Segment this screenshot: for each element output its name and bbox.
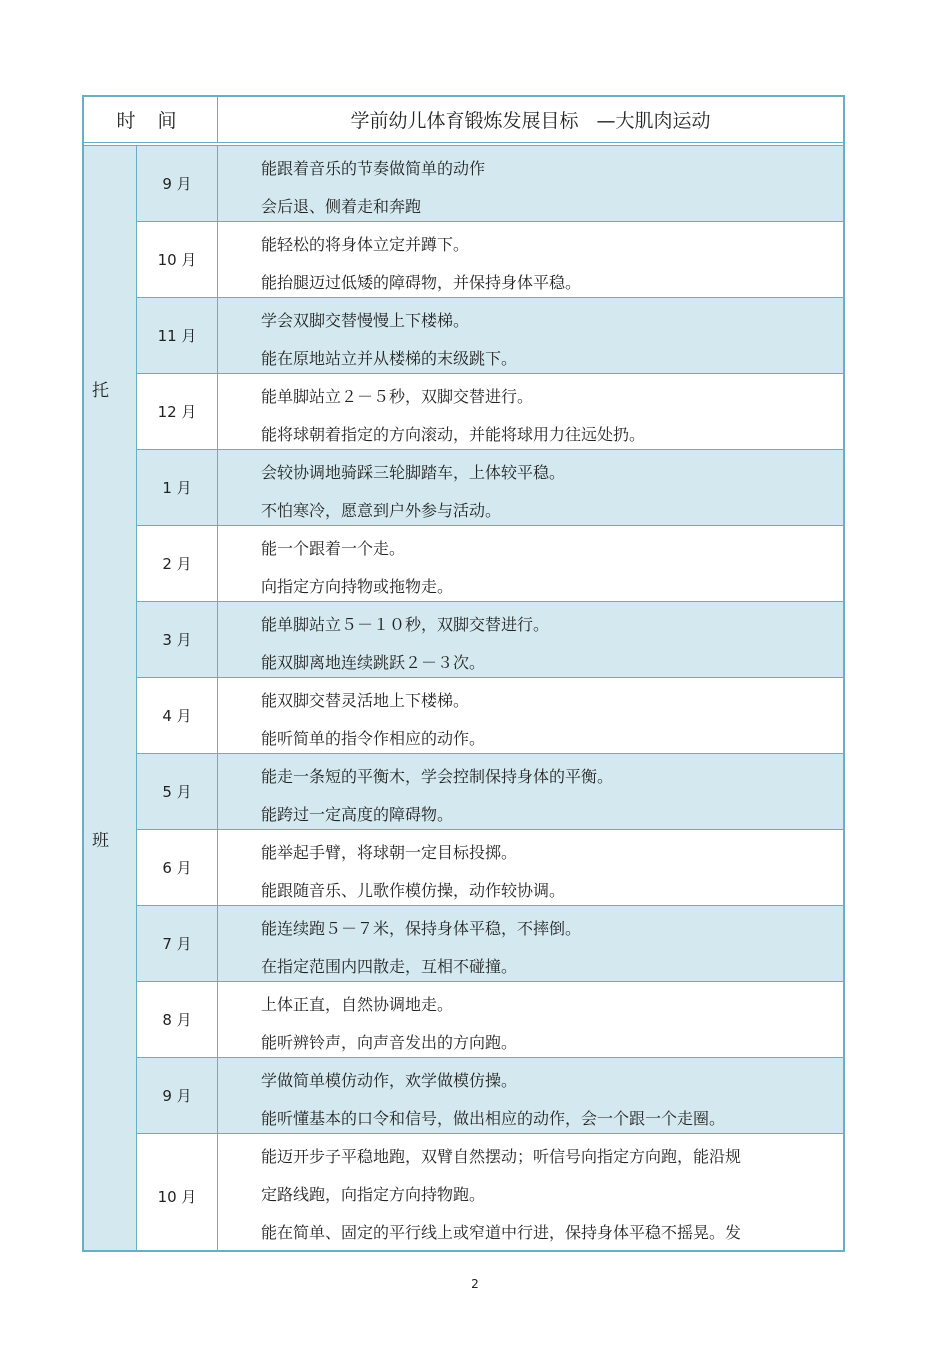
month-cell: 9 月 [137, 1058, 218, 1133]
header-title-cell: 学前幼儿体育锻炼发展目标 —大肌肉运动 [350, 110, 711, 132]
header-time-cell: 时 间 [84, 97, 218, 142]
goal-line: 能听简单的指令作相应的动作。 [261, 729, 486, 748]
month-cell: 10 月 [137, 222, 218, 297]
goals-table [82, 95, 845, 1252]
month-cell: 10 月 [137, 1134, 218, 1252]
table-row [137, 298, 843, 374]
month-cell: 12 月 [137, 374, 218, 449]
goal-line: 能听懂基本的口令和信号，做出相应的动作，会一个跟一个走圈。 [261, 1109, 726, 1128]
goal-line: 能连续跑５－７米，保持身体平稳，不摔倒。 [261, 919, 582, 938]
month-cell: 8 月 [137, 982, 218, 1057]
goal-line: 不怕寒冷，愿意到户外参与活动。 [261, 501, 502, 520]
month-cell: 1 月 [137, 450, 218, 525]
goal-line: 能双脚交替灵活地上下楼梯。 [261, 691, 470, 710]
goal-text [261, 986, 823, 1062]
table-row [137, 450, 843, 526]
goal-line: 能一个跟着一个走。 [261, 539, 406, 558]
goal-line: 学做简单模仿动作，欢学做模仿操。 [261, 1071, 518, 1090]
goal-text [261, 302, 823, 378]
month-cell: 4 月 [137, 678, 218, 753]
table-row [137, 146, 843, 222]
table-row [137, 1058, 843, 1134]
table-row [137, 1134, 843, 1252]
month-cell: 2 月 [137, 526, 218, 601]
group-cell-next [84, 1058, 137, 1252]
table-row [137, 602, 843, 678]
goal-line: 会后退、侧着走和奔跑 [261, 197, 422, 216]
goal-line: 能举起手臂，将球朝一定目标投掷。 [261, 843, 518, 862]
goal-text [261, 758, 823, 834]
goal-line: 学会双脚交替慢慢上下楼梯。 [261, 311, 470, 330]
goal-line: 上体正直，自然协调地走。 [261, 995, 454, 1014]
group-cell-toddler [84, 146, 137, 1058]
table-row [137, 526, 843, 602]
page-number: 2 [471, 1277, 479, 1291]
goal-line: 能单脚站立５－１０秒，双脚交替进行。 [261, 615, 550, 634]
goal-line: 能轻松的将身体立定并蹲下。 [261, 235, 470, 254]
goal-line: 能迈开步子平稳地跑，双臂自然摆动；听信号向指定方向跑，能沿规 [261, 1147, 742, 1166]
month-cell: 5 月 [137, 754, 218, 829]
goal-line: 能将球朝着指定的方向滚动，并能将球用力往远处扔。 [261, 425, 646, 444]
goal-line: 能在原地站立并从楼梯的末级跳下。 [261, 349, 518, 368]
goal-line: 能跟着音乐的节奏做简单的动作 [261, 159, 486, 178]
group-label-char: 托 [92, 381, 109, 401]
goal-text [261, 378, 823, 454]
goal-text [261, 150, 823, 226]
goal-line: 在指定范围内四散走，互相不碰撞。 [261, 957, 518, 976]
goal-line: 能跟随音乐、儿歌作模仿操，动作较协调。 [261, 881, 566, 900]
table-row [137, 678, 843, 754]
goal-line: 能在简单、固定的平行线上或窄道中行进，保持身体平稳不摇晃。发 [261, 1223, 742, 1242]
goal-text [261, 1062, 823, 1138]
goal-line: 能单脚站立２－５秒，双脚交替进行。 [261, 387, 534, 406]
goal-text [261, 530, 823, 606]
table-header [84, 97, 843, 146]
month-cell: 7 月 [137, 906, 218, 981]
goal-line: 定路线跑，向指定方向持物跑。 [261, 1185, 486, 1204]
goal-line: 能抬腿迈过低矮的障碍物，并保持身体平稳。 [261, 273, 582, 292]
goal-line: 能跨过一定高度的障碍物。 [261, 805, 454, 824]
goal-line: 能双脚离地连续跳跃２－３次。 [261, 653, 486, 672]
table-row [137, 222, 843, 298]
table-row [137, 982, 843, 1058]
goal-text [261, 1138, 823, 1252]
goal-text [261, 834, 823, 910]
table-row [137, 374, 843, 450]
goal-text [261, 226, 823, 302]
month-cell: 6 月 [137, 830, 218, 905]
month-cell: 9 月 [137, 146, 218, 221]
group-label-char: 班 [92, 831, 109, 851]
table-row [137, 754, 843, 830]
goal-text [261, 910, 823, 986]
goal-text [261, 682, 823, 758]
goal-text [261, 454, 823, 530]
goal-line: 能走一条短的平衡木，学会控制保持身体的平衡。 [261, 767, 614, 786]
month-cell: 3 月 [137, 602, 218, 677]
month-cell: 11 月 [137, 298, 218, 373]
goal-line: 能听辨铃声，向声音发出的方向跑。 [261, 1033, 518, 1052]
goal-line: 向指定方向持物或拖物走。 [261, 577, 454, 596]
table-row [137, 830, 843, 906]
goal-text [261, 606, 823, 682]
table-row [137, 906, 843, 982]
goal-line: 会较协调地骑踩三轮脚踏车，上体较平稳。 [261, 463, 566, 482]
